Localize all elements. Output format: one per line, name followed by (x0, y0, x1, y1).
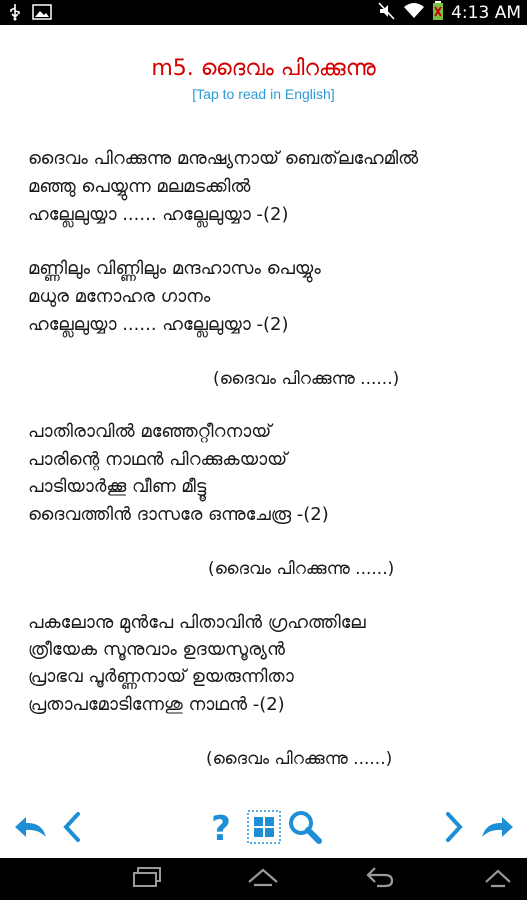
wifi-icon (403, 2, 425, 24)
skip-back-icon (12, 813, 50, 845)
chevron-left-icon (62, 811, 82, 847)
lyric-line: മണ്ണിലും വിണ്ണിലും മന്ദഹാസം പെയ്യും (28, 258, 321, 279)
status-bar (0, 0, 527, 25)
refrain-line: (ദൈവം പിറക്കുന്നു ......) (208, 559, 395, 579)
home-icon (246, 867, 280, 891)
home-button[interactable] (243, 864, 283, 894)
menu-button[interactable] (478, 864, 518, 894)
notification-icons (8, 3, 52, 25)
refrain-line: (ദൈവം പിറക്കുന്നു ......) (206, 749, 393, 769)
lyric-line: പാരിന്റെ നാഥൻ പിറക്കുകയായ് (28, 449, 288, 470)
song-index-button[interactable] (245, 808, 283, 850)
grid-icon (247, 810, 281, 848)
last-song-button[interactable] (476, 808, 518, 850)
lyric-line: ദൈവം പിറക്കുന്നു മനുഷ്യനായ് ബെത്‌ലഹേമിൽ (28, 148, 419, 169)
lyric-line: ഹല്ലേലുയ്യാ ...... ഹല്ലേലുയ്യാ -(2) (28, 314, 289, 335)
first-song-button[interactable] (10, 808, 52, 850)
help-button[interactable] (205, 808, 237, 850)
recent-apps-button[interactable] (128, 864, 168, 894)
system-icons (378, 0, 521, 25)
lyric-line: പ്രതാപമോടിന്നേശു നാഥൻ -(2) (28, 694, 285, 715)
lyric-line: മഞ്ഞു പെയ്യുന്ന മലമടക്കിൽ (28, 176, 251, 197)
lyric-line: പ്രാഭവ പൂർണ്ണനായ് ഉയരുന്നിതാ (28, 666, 294, 687)
lyric-line: പാടിയാർക്കൂ വീണ മീട്ടൂ (28, 476, 207, 497)
refrain-line: (ദൈവം പിറക്കുന്നു ......) (213, 369, 400, 389)
clock: 4:13 AM (451, 2, 521, 23)
menu-icon (483, 866, 513, 892)
back-button[interactable] (360, 864, 400, 894)
search-icon (287, 810, 323, 848)
usb-icon (8, 3, 22, 25)
previous-song-button[interactable] (56, 808, 88, 850)
bottom-toolbar (0, 800, 527, 858)
battery-icon (432, 1, 444, 25)
image-icon (32, 4, 52, 24)
next-song-button[interactable] (438, 808, 470, 850)
skip-forward-icon (478, 813, 516, 845)
search-button[interactable] (286, 808, 324, 850)
english-toggle-link[interactable]: [Tap to read in English] (192, 86, 335, 102)
recent-apps-icon (132, 866, 164, 892)
lyric-line: പാതിരാവിൽ മഞ്ഞേറ്റീറനായ് (28, 421, 272, 442)
back-icon (365, 866, 395, 892)
lyric-line: ഹല്ലേലുയ്യാ ...... ഹല്ലേലുയ്യാ -(2) (28, 204, 289, 225)
chevron-right-icon (444, 811, 464, 847)
lyric-line: ത്രീയേക സൂനുവാം ഉദയസൂര്യൻ (28, 639, 285, 660)
lyric-line: ദൈവത്തിൻ ദാസരേ ഒന്നുചേരൂ -(2) (28, 504, 329, 525)
mute-icon (378, 2, 396, 24)
help-icon: ? (211, 809, 231, 849)
system-navigation-bar (0, 858, 527, 900)
lyric-line: മധുര മനോഹര ഗാനം (28, 286, 211, 307)
lyric-line: പകലോനു മുൻപേ പിതാവിൻ ഗ്രഹത്തിലേ (28, 612, 366, 633)
song-title: m5. ദൈവം പിറക്കുന്നു (151, 56, 376, 81)
